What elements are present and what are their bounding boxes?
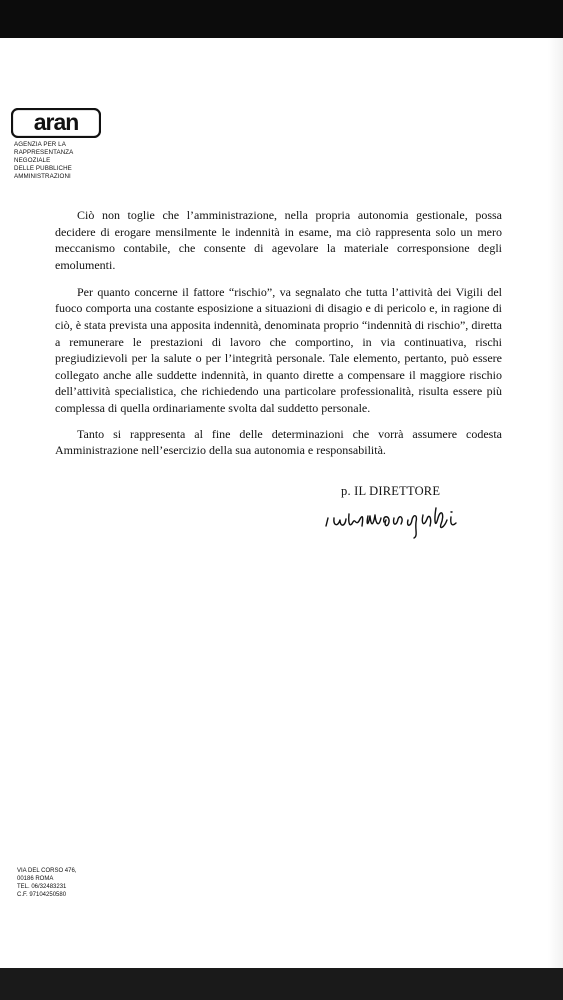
signer-title: p. IL DIRETTORE [341, 484, 441, 498]
svg-text:aran: aran [33, 109, 79, 135]
footer-address [17, 867, 137, 899]
scan-bottom-border [0, 968, 563, 1000]
scan-top-border [0, 0, 563, 38]
agency-name [14, 141, 154, 181]
agency-line: DELLE PUBBLICHE [14, 165, 72, 172]
address-line: VIA DEL CORSO 476, [17, 868, 77, 874]
agency-line: AMMINISTRAZIONI [14, 173, 71, 180]
address-line: TEL. 06/32483231 [17, 884, 67, 890]
aran-logo [11, 108, 101, 138]
scan-right-edge [548, 38, 563, 968]
address-line: C.F. 97104250580 [17, 892, 67, 898]
agency-line: AGENZIA PER LA [14, 141, 66, 148]
paragraph-administration: Ciò non toglie che l’amministrazione, nella propria autonomia gestionale, possa decidere di erogare mensilmente le indennità in esame, ma ciò rappresenta solo un mero meccanismo contabile, che consente di agevolare la materiale corresponsione degli emolumenti. [55, 208, 502, 272]
address-line: 00186 ROMA [17, 876, 54, 882]
agency-line: RAPPRESENTANZA [14, 149, 74, 156]
handwritten-signature [320, 500, 470, 542]
paragraph-closing: Tanto si rappresenta al fine delle determinazioni che vorrà assumere codesta Amministrazione nell’esercizio della sua autonomia e responsabilità. [55, 426, 502, 458]
agency-line: NEGOZIALE [14, 157, 51, 164]
paragraph-risk: Per quanto concerne il fattore “rischio”, va segnalato che tutta l’attività dei Vigili del fuoco comporta una costante esposizione a situazioni di disagio e di pericolo e, in ragione di ciò, è stata prevista una apposita indennità, denominata proprio “indennità di rischio”, diretta a remunerare le prestazioni di lavoro che comportino, in via continuativa, rischi pregiudizievoli per la salute o per l’integrità personale. Tale elemento, pertanto, può essere collegato anche alle suddette indennità, in quanto dirette a compensare il maggiore rischio dell’attività specialistica, che richiedendo una particolare professionalità, risulta essere più complessa di quella ordinariamente svolta dal suddetto personale. [55, 284, 502, 416]
letter-body [55, 207, 502, 469]
